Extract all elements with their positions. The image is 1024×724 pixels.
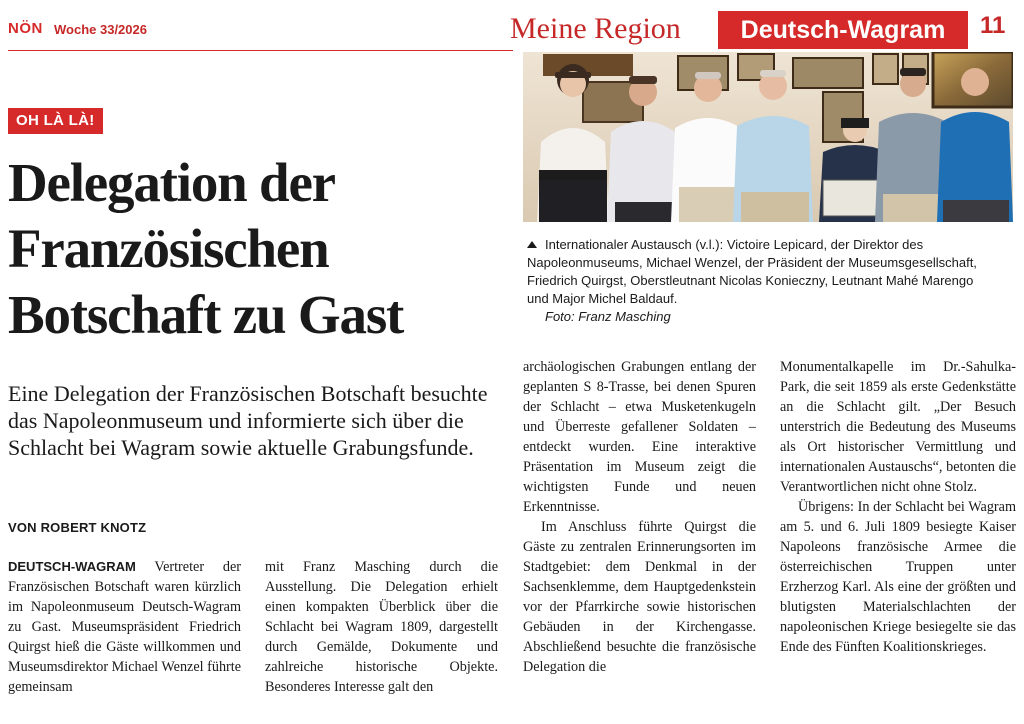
kicker-label: OH LÀ LÀ! bbox=[8, 108, 103, 134]
byline: VON ROBERT KNOTZ bbox=[8, 520, 147, 535]
caption-arrow-icon bbox=[527, 241, 537, 248]
header-rule bbox=[8, 50, 513, 51]
headline bbox=[8, 150, 508, 348]
issue-week: Woche 33/2026 bbox=[54, 22, 147, 37]
body-column-1 bbox=[8, 557, 241, 717]
group-photo-illustration bbox=[523, 52, 1013, 222]
body-column-3 bbox=[523, 357, 756, 717]
body-paragraph: Im Anschluss führte Quirgst die Gäste zu zentralen Erinnerungsorten im Stadtgebiet: dem Denkmal in der Sachsenklemme, dem Hauptgedenkstein vor der Pfarrkirche sowie historischen Gebäuden in der Kirchengasse. Abschließend besuchte die französische Delegation die bbox=[523, 519, 756, 675]
headline-line-2: Französischen bbox=[8, 218, 329, 279]
photo-credit: Foto: Franz Masching bbox=[545, 309, 671, 324]
body-column-4 bbox=[780, 357, 1016, 717]
city-badge: Deutsch-Wagram bbox=[718, 11, 968, 49]
dateline: DEUTSCH-WAGRAM bbox=[8, 559, 136, 574]
body-paragraph bbox=[8, 557, 241, 697]
photo-caption bbox=[527, 236, 997, 326]
section-title: Meine Region bbox=[510, 12, 681, 45]
body-paragraph: archäologischen Grabungen entlang der geplanten S 8-Trasse, bei denen Spuren der Schlacht – etwa Musketenkugeln und Überreste gefallener Soldaten – entdeckt wurden. Eine interaktive Präsentation im Museum zeigt die wichtigsten Funde und neuen Erkenntnisse. bbox=[523, 359, 756, 515]
brand-logo: NÖN bbox=[8, 20, 43, 37]
body-paragraph: Monumentalkapelle im Dr.-Sahulka-Park, die seit 1859 als erste Gedenkstätte an die Schlacht gilt. „Der Besuch unterstrich die Bedeutung des Museums als Ort historischer Vermittlung und internationalen Austauschs“, betonten die Verantwortlichen nicht ohne Stolz. bbox=[780, 359, 1016, 495]
caption-text: Internationaler Austausch (v.l.): Victoire Lepicard, der Direktor des Napoleonmuseums, Michael Wenzel, der Präsident der Museumsgesellschaft, Friedrich Quirgst, Oberstleutnant Nicolas Konieczny, Leutnant Mahé Marengo und Major Michel Baldauf. bbox=[527, 237, 977, 306]
body-text: Vertreter der Französischen Botschaft waren kürzlich im Napoleonmuseum Deutsch-Wagram zu Gast. Museumspräsident Friedrich Quirgst hieß die Gäste willkommen und Museumsdirektor Michael Wenzel führte gemeinsam bbox=[8, 559, 241, 695]
lead-paragraph: Eine Delegation der Französischen Botschaft besuchte das Napoleonmuseum und informierte sich über die Schlacht bei Wagram sowie aktuelle Grabungsfunde. bbox=[8, 381, 488, 460]
headline-line-1: Delegation der bbox=[8, 152, 335, 213]
body-paragraph: Übrigens: In der Schlacht bei Wagram am 5. und 6. Juli 1809 besiegte Kaiser Napoleons französische Armee die österreichischen Truppen unter Erzherzog Karl. Als eine der größten und blutigsten Materialschlachten der napoleonischen Kriege besiegelte sie das Ende des Fünften Koalitionskrieges. bbox=[780, 499, 1016, 655]
group-photo bbox=[523, 52, 1013, 222]
body-column-2 bbox=[265, 557, 498, 717]
page-number: 11 bbox=[980, 12, 1006, 39]
body-paragraph: mit Franz Masching durch die Ausstellung. Die Delegation erhielt einen kompakten Überblick über die Schlacht bei Wagram 1809, dargestellt durch Gemälde, Dokumente und zahlreiche historische Objekte. Besonderes Interesse galt den bbox=[265, 559, 498, 695]
headline-line-3: Botschaft zu Gast bbox=[8, 284, 404, 345]
